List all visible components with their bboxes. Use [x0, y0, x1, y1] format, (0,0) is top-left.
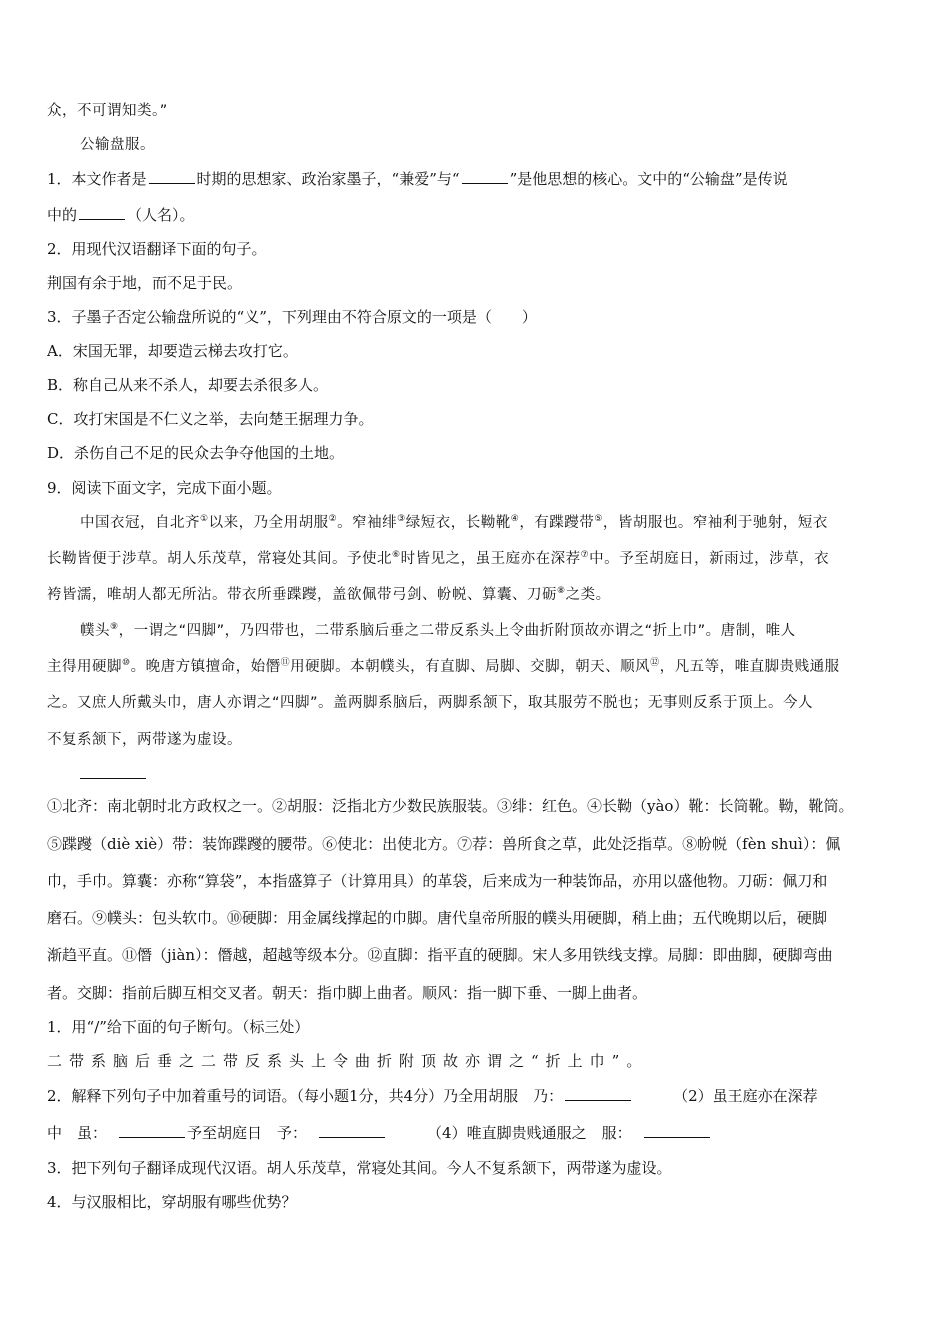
passage-line: 之。又庶人所戴头巾，唐人亦谓之“四脚”。盖两脚系脑后，两脚系颔下，取其服劳不脱也；无事则反系于顶上。今人 — [47, 695, 814, 711]
sub-question-2: 2．解释下列句子中加着重号的词语。（每小题1分，共4分）乃全用胡服 乃： （2）虽王庭亦在深荐 — [47, 1087, 818, 1105]
question-2-sentence: 荆国有余于地，而不足于民。 — [47, 274, 243, 292]
question-9-title: 9．阅读下面文字，完成下面小题。 — [47, 479, 282, 497]
footnote-divider — [80, 778, 146, 779]
passage-line: 中国衣冠，自北齐①以来，乃全用胡服②。窄袖绯③绿短衣，长靿靴④，有蹀躞带⑤，皆胡服也。窄袖利于驰射，短衣 — [80, 514, 828, 531]
passage-line: 不复系颔下，两带遂为虚设。 — [47, 732, 242, 748]
sub-question-2-cont: 中 虽： 予至胡庭日 予： （4）唯直脚贵贱通服之 服： — [47, 1122, 905, 1144]
footnote-line: 磨石。⑨幞头：包头软巾。⑩硬脚：用金属线撑起的巾脚。唐代皇帝所服的幞头用硬脚，稍上曲；五代晚期以后，硬脚 — [47, 909, 828, 927]
text-line: 公输盘服。 — [80, 137, 155, 153]
sub-question-4: 4．与汉服相比，穿胡服有哪些优势？ — [47, 1193, 297, 1211]
question-1-cont: 中的 （人名）。 — [47, 206, 195, 224]
option-d: D．杀伤自己不足的民众去争夺他国的土地。 — [47, 444, 345, 462]
blank-line — [79, 204, 125, 220]
passage-line: 主得用硬脚⑩。晚唐方镇擅命，始僭⑪用硬脚。本朝幞头，有直脚、局脚、交脚，朝天、顺风⑫，凡五等，唯直脚贵贱通服 — [47, 658, 840, 675]
blank-line — [149, 168, 195, 184]
passage-line: 袴皆濡，唯胡人都无所沾。带衣所垂蹀躞，盖欲佩带弓剑、帉帨、算囊、刀砺⑧之类。 — [47, 586, 611, 603]
option-a: A．宋国无罪，却要造云梯去攻打它。 — [47, 342, 298, 360]
answer-blank[interactable] — [644, 1122, 710, 1138]
answer-blank[interactable] — [119, 1122, 185, 1138]
option-c: C．攻打宋国是不仁义之举，去向楚王据理力争。 — [47, 410, 374, 428]
footnote-line: 者。交脚：指前后脚互相交叉者。朝天：指巾脚上曲者。顺风：指一脚下垂、一脚上曲者。 — [47, 984, 648, 1002]
answer-blank[interactable] — [565, 1085, 631, 1101]
passage-line: 长靿皆便于涉草。胡人乐茂草，常寝处其间。予使北⑥时皆见之，虽王庭亦在深荐⑦中。予至胡庭日，新雨过，涉草，衣 — [47, 550, 830, 567]
blank-line — [462, 168, 508, 184]
question-1: 1．本文作者是 时期的思想家、政治家墨子，“兼爱”与“ ”是他思想的核心。文中的“公输盘”是传说 — [47, 170, 788, 188]
question-3-title: 3．子墨子否定公输盘所说的“义”，下列理由不符合原文的一项是（ ） — [47, 308, 537, 326]
sub-question-3: 3．把下列句子翻译成现代汉语。胡人乐茂草，常寝处其间。今人不复系颔下，两带遂为虚设。 — [47, 1159, 672, 1177]
sub-question-1-sentence: 二带系脑后垂之二带反系头上令曲折附顶故亦谓之“折上巾”。 — [47, 1052, 649, 1070]
question-2-title: 2．用现代汉语翻译下面的句子。 — [47, 240, 267, 258]
passage-line: 幞头⑨，一谓之“四脚”，乃四带也，二带系脑后垂之二带反系头上令曲折附顶故亦谓之“折上巾”。唐制，唯人 — [80, 622, 796, 639]
footnote-line: 巾，手巾。算囊：亦称“算袋”，本指盛算子（计算用具）的革袋，后来成为一种装饰品，亦用以盛他物。刀砺：佩刀和 — [47, 872, 828, 890]
footnote-line: ①北齐：南北朝时北方政权之一。②胡服：泛指北方少数民族服装。③绯：红色。④长靿（yào）靴：长筒靴。靿，靴筒。 — [47, 797, 854, 815]
text-line: 众，不可谓知类。” — [47, 103, 168, 119]
footnote-line: ⑤蹀躞（diè xiè）带：装饰蹀躞的腰带。⑥使北：出使北方。⑦荐：兽所食之草，此处泛指草。⑧帉帨（fèn shuì）：佩 — [47, 835, 841, 853]
answer-blank[interactable] — [319, 1122, 385, 1138]
footnote-line: 渐趋平直。⑪僭（jiàn）：僭越，超越等级本分。⑫直脚：指平直的硬脚。宋人多用铁线支撑。局脚：即曲脚，硬脚弯曲 — [47, 946, 833, 964]
option-b: B．称自己从来不杀人，却要去杀很多人。 — [47, 376, 329, 394]
sub-question-1: 1．用“/”给下面的句子断句。（标三处） — [47, 1018, 310, 1036]
